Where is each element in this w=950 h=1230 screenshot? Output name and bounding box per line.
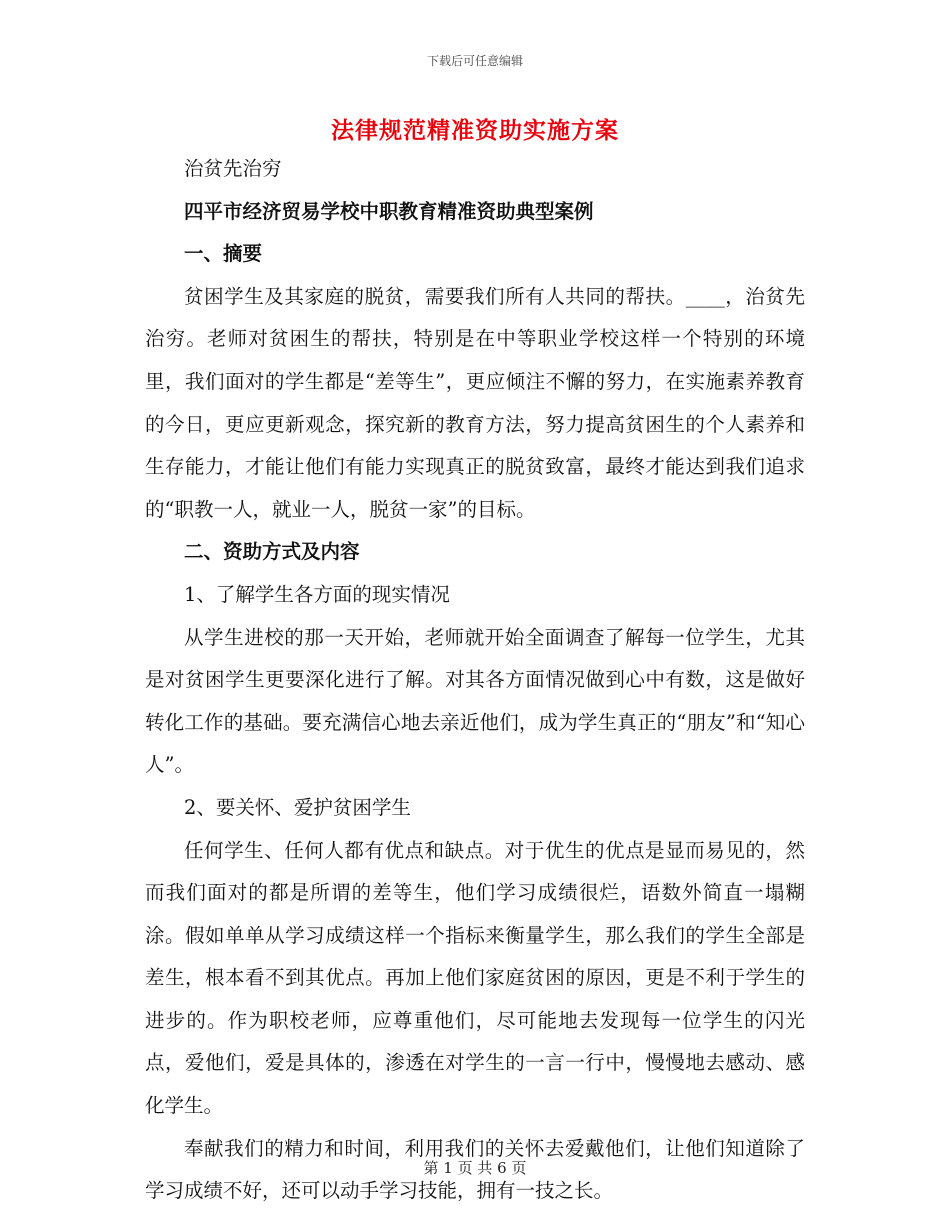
document-title: 法律规范精准资助实施方案 [331,117,619,144]
case-heading: 四平市经济贸易学校中职教育精准资助典型案例 [184,199,594,223]
page-footer: 第 1 页 共 6 页 [423,1159,527,1177]
section-heading-methods: 二、资助方式及内容 [184,540,360,564]
subheading-care: 2、要关怀、爱护贫困学生 [184,795,411,819]
subtitle-line: 治贫先治穷 [184,157,282,180]
summary-paragraph: 贫困学生及其家庭的脱贫，需要我们所有人共同的帮扶。____，治贫先治穷。老师对贫困生的帮扶，特别是在中等职业学校这样一个特别的环境里，我们面对的学生都是“差等生”，更应倾注不懈的努力，在实施素养教育的今日，更应更新观念，探究新的教育方法，努力提高贫困生的个人素养和生存能力，才能让他们有能力实现真正的脱贫致富，最终才能达到我们追求的“职教一人，就业一人，脱贫一家”的目标。 [145,284,805,521]
page-header: 下载后可任意编辑 [426,54,523,68]
section-heading-summary: 一、摘要 [184,242,263,266]
care-paragraph: 任何学生、任何人都有优点和缺点。对于优生的优点是显而易见的，然而我们面对的都是所谓的差等生，他们学习成绩很烂，语数外简直一塌糊涂。假如单单从学习成绩这样一个指标来衡量学生，那么我们的学生全部是差生，根本看不到其优点。再加上他们家庭贫困的原因，更是不利于学生的进步的。作为职校老师，应尊重他们，尽可能地去发现每一位学生的闪光点，爱他们，爱是具体的，渗透在对学生的一言一行中，慢慢地去感动、感化学生。 [145,838,805,1118]
subheading-understand: 1、了解学生各方面的现实情况 [184,582,450,606]
document-body [145,148,805,1213]
dedication-paragraph: 奉献我们的精力和时间，利用我们的关怀去爱戴他们，让他们知道除了学习成绩不好，还可以动手学习技能，拥有一技之长。 [145,1136,805,1203]
understand-paragraph: 从学生进校的那一天开始，老师就开始全面调查了解每一位学生，尤其是对贫困学生更要深化进行了解。对其各方面情况做到心中有数，这是做好转化工作的基础。要充满信心地去亲近他们，成为学生真正的“朋友”和“知心人”。 [145,625,805,777]
